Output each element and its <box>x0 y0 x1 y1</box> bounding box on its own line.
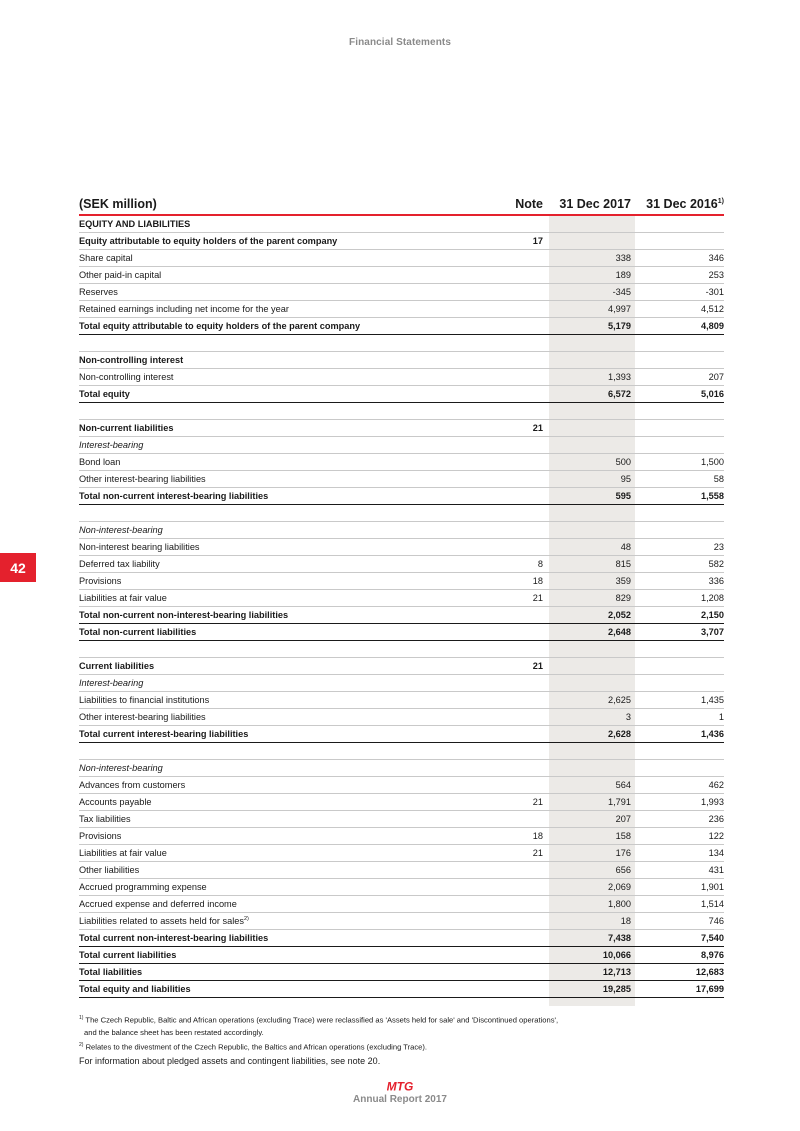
row-value-2016: 746 <box>708 916 724 926</box>
row-value-2017: 2,625 <box>608 695 631 705</box>
table-row <box>79 607 724 624</box>
table-row <box>79 233 724 250</box>
row-value-2016: 236 <box>708 814 724 824</box>
row-label: EQUITY AND LIABILITIES <box>79 219 191 229</box>
table-row <box>79 947 724 964</box>
row-value-2017: 595 <box>615 491 631 501</box>
row-value-2017: 207 <box>615 814 631 824</box>
row-note: 18 <box>532 576 543 586</box>
table-row <box>79 386 724 403</box>
table-row <box>79 437 724 454</box>
row-value-2017: 7,438 <box>608 933 631 943</box>
footnote-2-text: Relates to the divestment of the Czech Republic, the Baltics and African operations (excluding Trace). <box>83 1042 428 1052</box>
footnotes <box>79 1012 729 1053</box>
row-label: Total equity attributable to equity holders of the parent company <box>79 321 361 331</box>
row-label: Total non-current liabilities <box>79 627 197 637</box>
row-label: Current liabilities <box>79 661 155 671</box>
table-row <box>79 250 724 267</box>
row-label: Non-current liabilities <box>79 423 174 433</box>
table-row <box>79 726 724 743</box>
row-value-2017: 12,713 <box>602 967 631 977</box>
table-row <box>79 896 724 913</box>
table-body <box>79 216 724 998</box>
table-row <box>79 658 724 675</box>
row-label: Provisions <box>79 576 122 586</box>
row-label: Non-controlling interest <box>79 355 184 365</box>
table-row <box>79 318 724 335</box>
row-value-2016: 23 <box>713 542 724 552</box>
row-value-2016: 1,993 <box>701 797 724 807</box>
row-value-2017: 158 <box>615 831 631 841</box>
table-row <box>79 216 724 233</box>
table-row <box>79 930 724 947</box>
table-row <box>79 913 724 930</box>
footnote-1-marker: 1) <box>79 1015 84 1021</box>
table-row <box>79 573 724 590</box>
row-value-2016: 3,707 <box>701 627 724 637</box>
table-row <box>79 522 724 539</box>
row-label: Accrued programming expense <box>79 882 207 892</box>
table-row <box>79 454 724 471</box>
table-row <box>79 471 724 488</box>
row-value-2017: 176 <box>615 848 631 858</box>
table-row <box>79 879 724 896</box>
table-row <box>79 556 724 573</box>
row-label: Liabilities at fair value <box>79 848 167 858</box>
row-note: 8 <box>537 559 543 569</box>
table-row <box>79 590 724 607</box>
row-label: Total current interest-bearing liabilities <box>79 729 249 739</box>
row-note: 21 <box>532 593 543 603</box>
footer-report-title: Annual Report 2017 <box>353 1094 447 1105</box>
row-value-2016: 431 <box>708 865 724 875</box>
row-label: Other liabilities <box>79 865 140 875</box>
row-label: Non-interest-bearing <box>79 525 163 535</box>
row-value-2016: 17,699 <box>695 984 724 994</box>
footnote-1 <box>79 1012 729 1027</box>
row-label: Total non-current interest-bearing liabilities <box>79 491 269 501</box>
table-row <box>79 845 724 862</box>
row-value-2016: 1,558 <box>701 491 724 501</box>
row-value-2017: 338 <box>615 253 631 263</box>
row-value-2016: 1,500 <box>701 457 724 467</box>
row-label: Total equity <box>79 389 130 399</box>
row-value-2016: 1,435 <box>701 695 724 705</box>
table-row <box>79 981 724 998</box>
row-value-2017: 2,648 <box>608 627 631 637</box>
row-label: Other interest-bearing liabilities <box>79 474 206 484</box>
row-value-2016: 4,809 <box>701 321 724 331</box>
row-value-2016: 1 <box>718 712 724 722</box>
row-value-2017: 1,800 <box>608 899 631 909</box>
row-footnote-marker: 2) <box>243 915 249 922</box>
row-value-2017: 829 <box>615 593 631 603</box>
row-value-2016: 8,976 <box>701 950 724 960</box>
section-header: Financial Statements <box>348 37 452 48</box>
table-header <box>79 194 724 216</box>
row-value-2016: 122 <box>708 831 724 841</box>
row-value-2017: 48 <box>620 542 631 552</box>
table-row <box>79 811 724 828</box>
spacer-row <box>79 641 724 658</box>
row-label: Non-interest-bearing <box>79 763 163 773</box>
row-value-2017: 359 <box>615 576 631 586</box>
row-label: Reserves <box>79 287 118 297</box>
table-row <box>79 624 724 641</box>
header-col-2016-footnote-marker: 1) <box>717 197 724 205</box>
row-label: Bond loan <box>79 457 121 467</box>
row-label: Equity attributable to equity holders of the parent company <box>79 236 338 246</box>
row-label: Tax liabilities <box>79 814 131 824</box>
row-value-2016: 58 <box>713 474 724 484</box>
footnote-1-text: The Czech Republic, Baltic and African operations (excluding Trace) were reclassified as 'Assets held for sale' and 'Discontinued operations', <box>83 1015 559 1025</box>
spacer-row <box>79 505 724 522</box>
row-value-2016: 5,016 <box>701 389 724 399</box>
row-note: 21 <box>532 423 543 433</box>
row-label: Accrued expense and deferred income <box>79 899 237 909</box>
row-label: Non-controlling interest <box>79 372 174 382</box>
header-unit-label: (SEK million) <box>79 197 157 211</box>
row-label: Interest-bearing <box>79 678 144 688</box>
row-value-2016: 1,436 <box>701 729 724 739</box>
table-row <box>79 301 724 318</box>
footnote-2 <box>79 1039 729 1054</box>
footnote-1-continued: and the balance sheet has been restated accordingly. <box>84 1027 264 1037</box>
row-value-2017: 189 <box>615 270 631 280</box>
row-label: Provisions <box>79 831 122 841</box>
table-row <box>79 777 724 794</box>
table-row <box>79 675 724 692</box>
row-value-2017: 10,066 <box>602 950 631 960</box>
row-value-2016: 346 <box>708 253 724 263</box>
row-label: Total liabilities <box>79 967 143 977</box>
table-row <box>79 964 724 981</box>
row-value-2017: 4,997 <box>608 304 631 314</box>
row-note: 21 <box>532 661 543 671</box>
row-value-2017: 1,791 <box>608 797 631 807</box>
table-row <box>79 828 724 845</box>
row-note: 17 <box>532 236 543 246</box>
row-value-2016: 12,683 <box>695 967 724 977</box>
row-value-2016: 134 <box>708 848 724 858</box>
spacer-row <box>79 335 724 352</box>
row-value-2017: 2,052 <box>608 610 631 620</box>
row-label: Advances from customers <box>79 780 186 790</box>
table-row <box>79 692 724 709</box>
row-value-2017: 500 <box>615 457 631 467</box>
row-label: Interest-bearing <box>79 440 144 450</box>
row-value-2017: 656 <box>615 865 631 875</box>
row-label: Total current non-interest-bearing liabilities <box>79 933 269 943</box>
mtg-logo-text: MTG <box>387 1080 413 1092</box>
table-row <box>79 420 724 437</box>
row-value-2016: 253 <box>708 270 724 280</box>
row-value-2017: 2,628 <box>608 729 631 739</box>
row-value-2017: 6,572 <box>608 389 631 399</box>
table-row <box>79 284 724 301</box>
footnote-2-marker: 2) <box>79 1041 84 1048</box>
row-note: 18 <box>532 831 543 841</box>
row-label: Liabilities to financial institutions <box>79 695 210 705</box>
table-row <box>79 760 724 777</box>
table-row <box>79 352 724 369</box>
header-col-2016-text: 31 Dec 2016 <box>646 197 718 211</box>
row-label: Other interest-bearing liabilities <box>79 712 206 722</box>
row-value-2016: 1,901 <box>701 882 724 892</box>
row-value-2017: 2,069 <box>608 882 631 892</box>
row-value-2016: 207 <box>708 372 724 382</box>
table-row <box>79 539 724 556</box>
row-note: 21 <box>532 848 543 858</box>
row-label: Total current liabilities <box>79 950 177 960</box>
row-label: Non-interest bearing liabilities <box>79 542 200 552</box>
row-value-2017: 3 <box>625 712 631 722</box>
row-label: Total equity and liabilities <box>79 984 191 994</box>
row-value-2016: 462 <box>708 780 724 790</box>
row-value-2017: -345 <box>612 287 631 297</box>
row-note: 21 <box>532 797 543 807</box>
row-value-2016: 1,208 <box>701 593 724 603</box>
row-label: Total non-current non-interest-bearing liabilities <box>79 610 289 620</box>
row-value-2016: 2,150 <box>701 610 724 620</box>
row-value-2017: 18 <box>620 916 631 926</box>
row-label: Share capital <box>79 253 133 263</box>
row-value-2017: 95 <box>620 474 631 484</box>
row-value-2016: -301 <box>705 287 724 297</box>
spacer-row <box>79 403 724 420</box>
header-col-2016 <box>635 197 724 211</box>
row-label: Liabilities at fair value <box>79 593 167 603</box>
row-value-2017: 815 <box>615 559 631 569</box>
row-value-2017: 564 <box>615 780 631 790</box>
row-value-2016: 582 <box>708 559 724 569</box>
header-col-2017: 31 Dec 2017 <box>559 197 631 211</box>
row-label: Accounts payable <box>79 797 152 807</box>
row-label: Deferred tax liability <box>79 559 160 569</box>
table-row <box>79 862 724 879</box>
row-value-2016: 336 <box>708 576 724 586</box>
header-note: Note <box>515 197 543 211</box>
page-number-tab: 42 <box>0 553 36 582</box>
row-value-2017: 5,179 <box>608 321 631 331</box>
balance-sheet-table <box>79 194 724 998</box>
table-row <box>79 709 724 726</box>
row-value-2017: 1,393 <box>608 372 631 382</box>
row-label: Liabilities related to assets held for sales$^{2)}$ <box>79 915 249 927</box>
row-value-2017: 19,285 <box>602 984 631 994</box>
table-row <box>79 369 724 386</box>
spacer-row <box>79 743 724 760</box>
table-row <box>79 488 724 505</box>
row-value-2016: 4,512 <box>701 304 724 314</box>
row-label: Retained earnings including net income for the year <box>79 304 289 314</box>
table-row <box>79 794 724 811</box>
table-row <box>79 267 724 284</box>
mtg-logo-icon <box>387 1080 413 1092</box>
row-label: Other paid-in capital <box>79 270 162 280</box>
row-value-2016: 7,540 <box>701 933 724 943</box>
pledged-assets-info: For information about pledged assets and contingent liabilities, see note 20. <box>79 1056 381 1066</box>
row-value-2016: 1,514 <box>701 899 724 909</box>
